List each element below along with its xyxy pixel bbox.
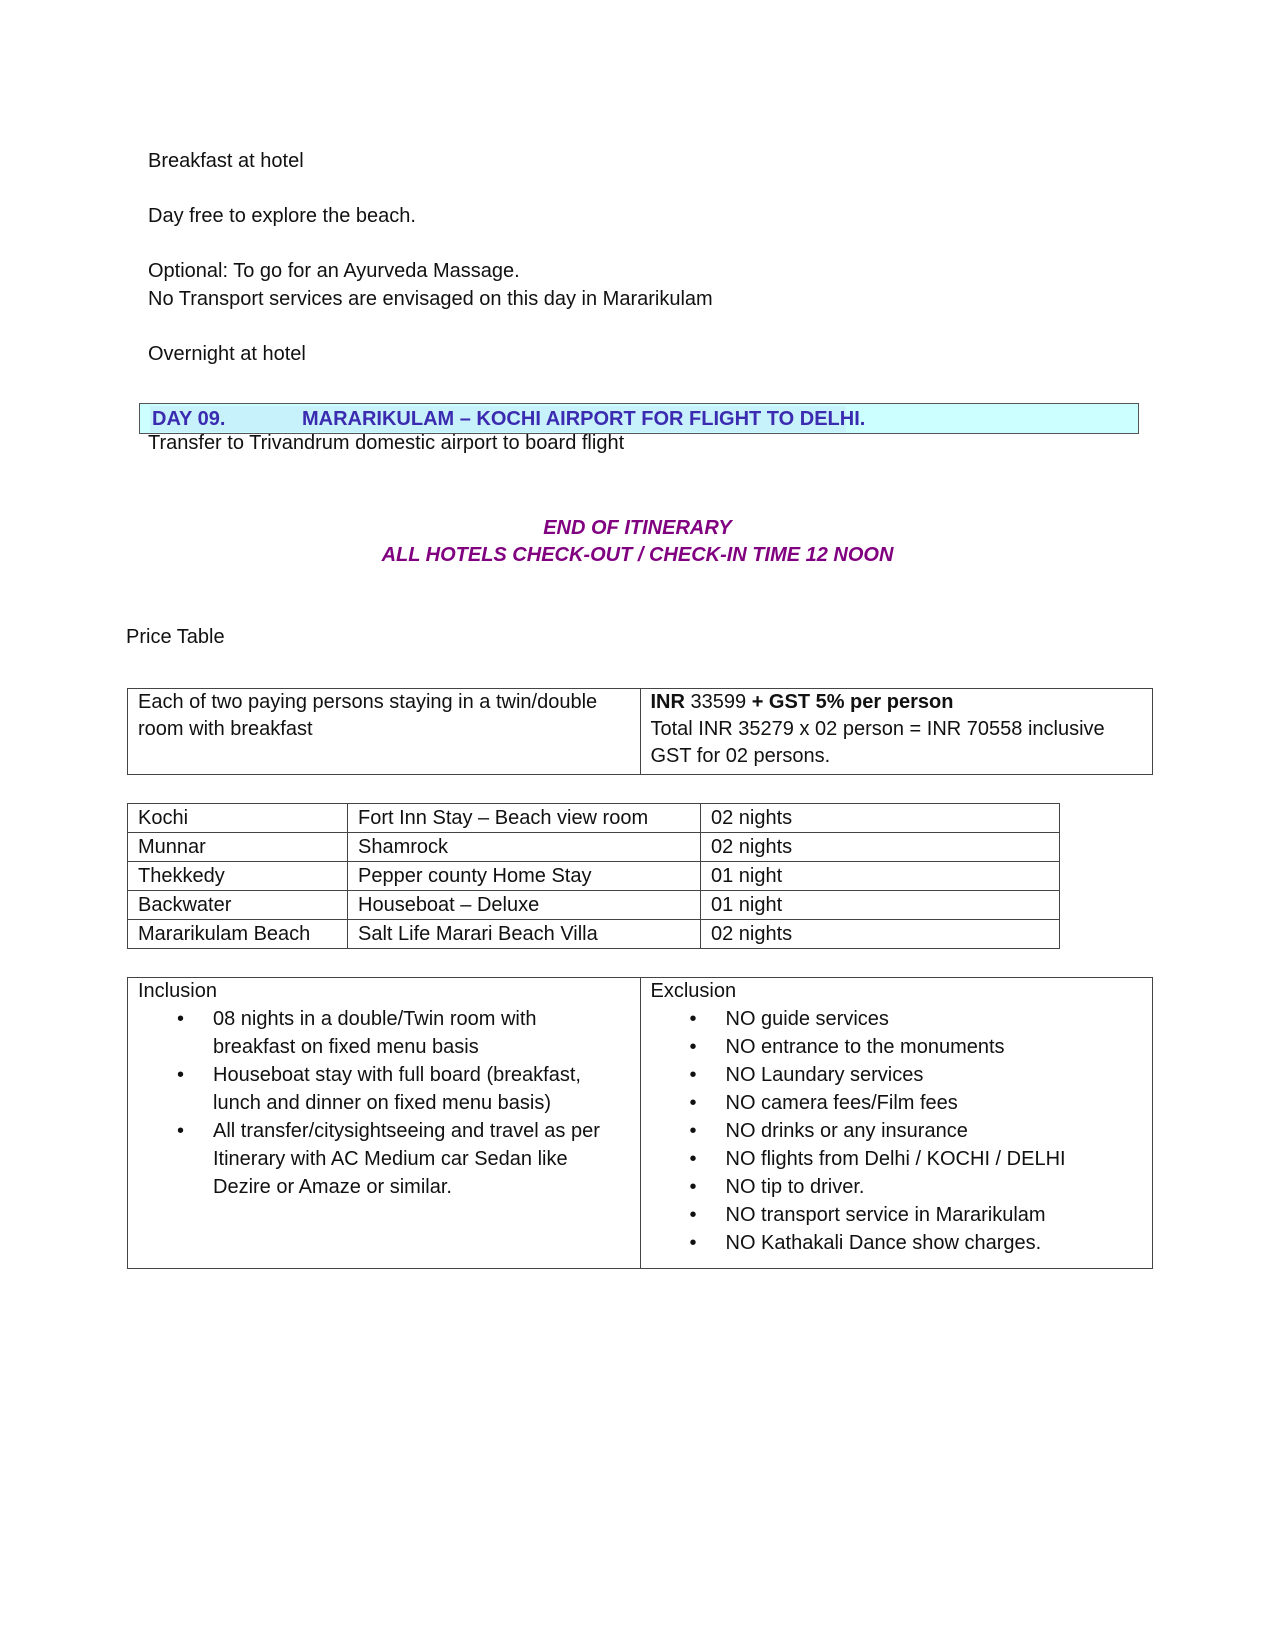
nights-cell: 01 night bbox=[701, 862, 1060, 891]
list-item-line: Dezire or Amaze or similar. bbox=[213, 1176, 452, 1198]
day-09-title: MARARIKULAM – KOCHI AIRPORT FOR FLIGHT TO DELHI. bbox=[302, 408, 866, 430]
table-row bbox=[128, 920, 1060, 949]
day-09-text: Transfer to Trivandrum domestic airport to board flight bbox=[148, 432, 625, 454]
list-item-line: • 08 nights in a double/Twin room with bbox=[213, 1008, 537, 1030]
table-row bbox=[128, 833, 1060, 862]
checkout-note: ALL HOTELS CHECK-OUT / CHECK-IN TIME 12 NOON bbox=[381, 544, 894, 566]
list-item: • NO entrance to the monuments bbox=[726, 1033, 1143, 1061]
total-line: GST for 02 persons. bbox=[650, 745, 831, 767]
price-description-cell bbox=[128, 689, 641, 775]
free-day-line: Day free to explore the beach. bbox=[148, 205, 416, 227]
place-cell: Backwater bbox=[128, 891, 348, 920]
inclusion-heading: Inclusion bbox=[138, 980, 217, 1002]
hotel-cell: Houseboat – Deluxe bbox=[348, 891, 701, 920]
hotel-cell: Salt Life Marari Beach Villa bbox=[348, 920, 701, 949]
inclusion-cell bbox=[128, 978, 641, 1269]
list-item: • NO camera fees/Film fees bbox=[726, 1089, 1143, 1117]
exclusion-cell bbox=[640, 978, 1153, 1269]
place-cell: Munnar bbox=[128, 833, 348, 862]
table-row bbox=[128, 862, 1060, 891]
list-item bbox=[213, 1061, 630, 1117]
exclusion-heading: Exclusion bbox=[650, 980, 737, 1002]
list-item: • NO drinks or any insurance bbox=[726, 1117, 1143, 1145]
price-value-cell bbox=[640, 689, 1153, 775]
price-description-line: room with breakfast bbox=[138, 718, 313, 740]
list-item: • NO Laundary services bbox=[726, 1061, 1143, 1089]
total-line: Total INR 35279 x 02 person = INR 70558 inclusive bbox=[650, 718, 1105, 740]
hotel-cell: Fort Inn Stay – Beach view room bbox=[348, 804, 701, 833]
place-cell: Kochi bbox=[128, 804, 348, 833]
price-line bbox=[651, 689, 1143, 716]
list-item-line: • All transfer/citysightseeing and travel as per bbox=[213, 1120, 600, 1142]
optional-line: Optional: To go for an Ayurveda Massage. bbox=[148, 260, 520, 282]
price-table-heading: Price Table bbox=[126, 626, 225, 648]
list-item: • NO transport service in Mararikulam bbox=[726, 1201, 1143, 1229]
place-cell: Mararikulam Beach bbox=[128, 920, 348, 949]
nights-cell: 01 night bbox=[701, 891, 1060, 920]
gst-text: + GST 5% per person bbox=[751, 691, 954, 713]
hotel-cell: Shamrock bbox=[348, 833, 701, 862]
inclusion-exclusion-table bbox=[127, 977, 1153, 1269]
list-item-line: breakfast on fixed menu basis bbox=[213, 1036, 479, 1058]
inclusion-list bbox=[138, 1005, 630, 1201]
hotels-table bbox=[127, 803, 1060, 949]
list-item bbox=[213, 1117, 630, 1201]
hotel-cell: Pepper county Home Stay bbox=[348, 862, 701, 891]
end-of-itinerary: END OF ITINERARY bbox=[543, 517, 732, 539]
price-table bbox=[127, 688, 1153, 775]
exclusion-list bbox=[651, 1005, 1143, 1257]
table-row bbox=[128, 804, 1060, 833]
list-item: • NO guide services bbox=[726, 1005, 1143, 1033]
breakfast-line: Breakfast at hotel bbox=[148, 150, 304, 172]
inr-label: INR bbox=[650, 691, 685, 713]
nights-cell: 02 nights bbox=[701, 920, 1060, 949]
nights-cell: 02 nights bbox=[701, 804, 1060, 833]
list-item-line: lunch and dinner on fixed menu basis) bbox=[213, 1092, 551, 1114]
day-09-label: DAY 09. bbox=[152, 408, 226, 430]
nights-cell: 02 nights bbox=[701, 833, 1060, 862]
list-item: • NO Kathakali Dance show charges. bbox=[726, 1229, 1143, 1257]
no-transport-line: No Transport services are envisaged on this day in Mararikulam bbox=[148, 288, 713, 310]
list-item-line: • Houseboat stay with full board (breakfast, bbox=[213, 1064, 581, 1086]
table-row bbox=[128, 891, 1060, 920]
list-item: • NO flights from Delhi / KOCHI / DELHI bbox=[726, 1145, 1143, 1173]
list-item: • NO tip to driver. bbox=[726, 1173, 1143, 1201]
list-item bbox=[213, 1005, 630, 1061]
price-description-line: Each of two paying persons staying in a twin/double bbox=[138, 691, 598, 713]
inr-value: 33599 bbox=[684, 691, 752, 713]
list-item-line: Itinerary with AC Medium car Sedan like bbox=[213, 1148, 568, 1170]
overnight-line: Overnight at hotel bbox=[148, 343, 306, 365]
place-cell: Thekkedy bbox=[128, 862, 348, 891]
